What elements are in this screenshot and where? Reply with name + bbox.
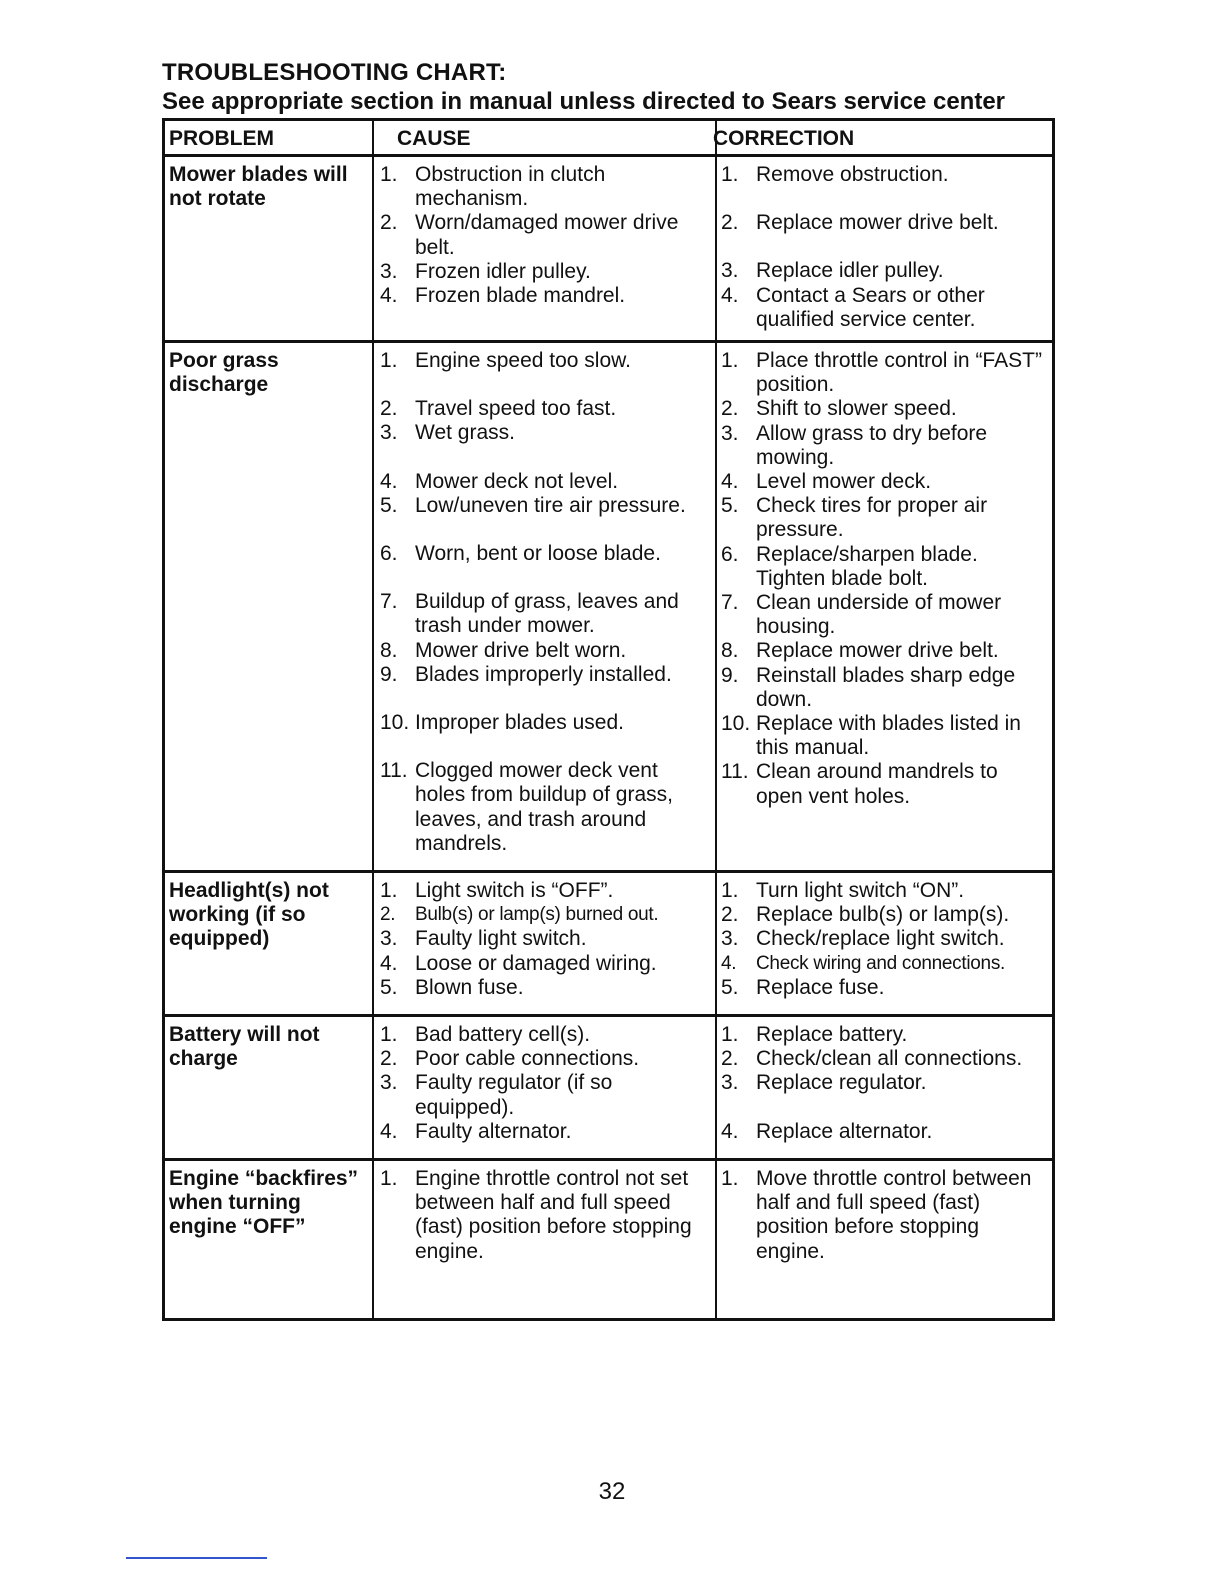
correction-list — [721, 163, 1046, 332]
cause-list — [380, 163, 710, 308]
page-number: 32 — [598, 1478, 626, 1505]
list-item: 4. Mower deck not level. — [380, 469, 619, 493]
table-row-battery — [165, 1017, 1052, 1161]
list-item: 1. Engine throttle control not set between half and full speed (fast) position before stopping engine. — [380, 1167, 692, 1263]
problem-cell: Mower blades will not rotate — [169, 163, 348, 210]
list-item: 1. Replace battery. — [721, 1023, 908, 1046]
cause-list — [380, 1167, 710, 1264]
list-item: 6. Replace/sharpen blade. Tighten blade bolt. — [721, 542, 978, 590]
list-item: 3. Faulty light switch. — [380, 927, 587, 951]
list-item: 1. Turn light switch “ON”. — [721, 879, 965, 902]
list-item: 11. Clogged mower deck vent holes from buildup of grass, leaves, and trash around mandrels. — [380, 759, 673, 855]
header-cause: CAUSE — [397, 127, 471, 150]
list-item: 5. Low/uneven tire air pressure. — [380, 493, 686, 517]
table-header — [165, 121, 1052, 157]
header-problem: PROBLEM — [169, 127, 274, 150]
list-item: 4. Check wiring and connections. — [721, 952, 1005, 974]
list-item: 10. Improper blades used. — [380, 711, 624, 735]
list-item: 11. Clean around mandrels to open vent holes. — [721, 760, 998, 808]
list-item: 2. Shift to slower speed. — [721, 397, 957, 421]
problem-cell: Headlight(s) not working (if so equipped) — [169, 879, 329, 950]
cause-list — [380, 349, 710, 856]
list-item: 3. Replace idler pulley. — [721, 259, 944, 283]
list-item: 2. Replace bulb(s) or lamp(s). — [721, 903, 1010, 927]
list-item: 2. Check/clean all connections. — [721, 1047, 1023, 1071]
list-item: 4. Faulty alternator. — [380, 1119, 572, 1143]
table-row-poor-discharge — [165, 343, 1052, 873]
list-item: 4. Level mower deck. — [721, 470, 932, 494]
list-item: 4. Loose or damaged wiring. — [380, 951, 657, 975]
list-item: 4. Frozen blade mandrel. — [380, 284, 626, 308]
list-item: 2. Bulb(s) or lamp(s) burned out. — [380, 904, 659, 926]
list-item: 1. Bad battery cell(s). — [380, 1023, 591, 1046]
list-item: 3. Check/replace light switch. — [721, 927, 1005, 951]
list-item: 1. Engine speed too slow. — [380, 349, 631, 372]
list-item: 9. Reinstall blades sharp edge down. — [721, 663, 1016, 711]
list-item: 5. Check tires for proper air pressure. — [721, 494, 988, 542]
list-item: 1. Move throttle control between half and full speed (fast) position before stopping engine. — [721, 1167, 1032, 1263]
list-item: 3. Replace regulator. — [721, 1071, 927, 1095]
problem-cell: Poor grass discharge — [169, 349, 279, 396]
list-item: 8. Mower drive belt worn. — [380, 638, 627, 662]
list-item: 2. Replace mower drive belt. — [721, 211, 999, 235]
list-item: 2. Worn/damaged mower drive belt. — [380, 211, 679, 259]
list-item: 7. Buildup of grass, leaves and trash under mower. — [380, 590, 679, 638]
cause-list — [380, 879, 710, 1000]
list-item: 5. Replace fuse. — [721, 975, 885, 999]
table-row-mower-blades — [165, 157, 1052, 343]
correction-list — [721, 349, 1046, 809]
list-item: 2. Poor cable connections. — [380, 1047, 640, 1071]
list-item: 4. Contact a Sears or other qualified service center. — [721, 283, 985, 331]
list-item: 2. Travel speed too fast. — [380, 397, 617, 421]
list-item: 1. Remove obstruction. — [721, 163, 949, 186]
chart-subtitle: See appropriate section in manual unless directed to Sears service center — [162, 88, 1005, 115]
list-item: 3. Frozen idler pulley. — [380, 259, 591, 283]
list-item: 3. Allow grass to dry before mowing. — [721, 421, 988, 469]
list-item: 1. Place throttle control in “FAST” position. — [721, 349, 1042, 397]
list-item: 4. Replace alternator. — [721, 1119, 933, 1143]
list-item: 8. Replace mower drive belt. — [721, 639, 999, 663]
cause-list — [380, 1023, 710, 1144]
correction-list — [721, 1023, 1046, 1144]
header-correction: CORRECTION — [713, 127, 855, 150]
list-item: 1. Obstruction in clutch mechanism. — [380, 163, 606, 211]
list-item: 3. Faulty regulator (if so equipped). — [380, 1071, 613, 1119]
list-item: 7. Clean underside of mower housing. — [721, 591, 1002, 639]
list-item: 6. Worn, bent or loose blade. — [380, 542, 661, 566]
footer-underline — [126, 1557, 267, 1559]
list-item: 9. Blades improperly installed. — [380, 662, 672, 686]
problem-cell: Engine “backfires” when turning engine “OFF” — [169, 1167, 359, 1238]
list-item: 3. Wet grass. — [380, 421, 515, 445]
correction-list — [721, 879, 1046, 1000]
table-row-backfire — [165, 1161, 1052, 1321]
problem-cell: Battery will not charge — [169, 1023, 320, 1070]
correction-list — [721, 1167, 1046, 1264]
chart-title: TROUBLESHOOTING CHART: — [162, 59, 507, 86]
table-row-headlights — [165, 873, 1052, 1017]
troubleshooting-table — [162, 118, 1055, 1321]
list-item: 1. Light switch is “OFF”. — [380, 879, 614, 902]
list-item: 5. Blown fuse. — [380, 975, 524, 999]
list-item: 10. Replace with blades listed in this manual. — [721, 712, 1021, 760]
